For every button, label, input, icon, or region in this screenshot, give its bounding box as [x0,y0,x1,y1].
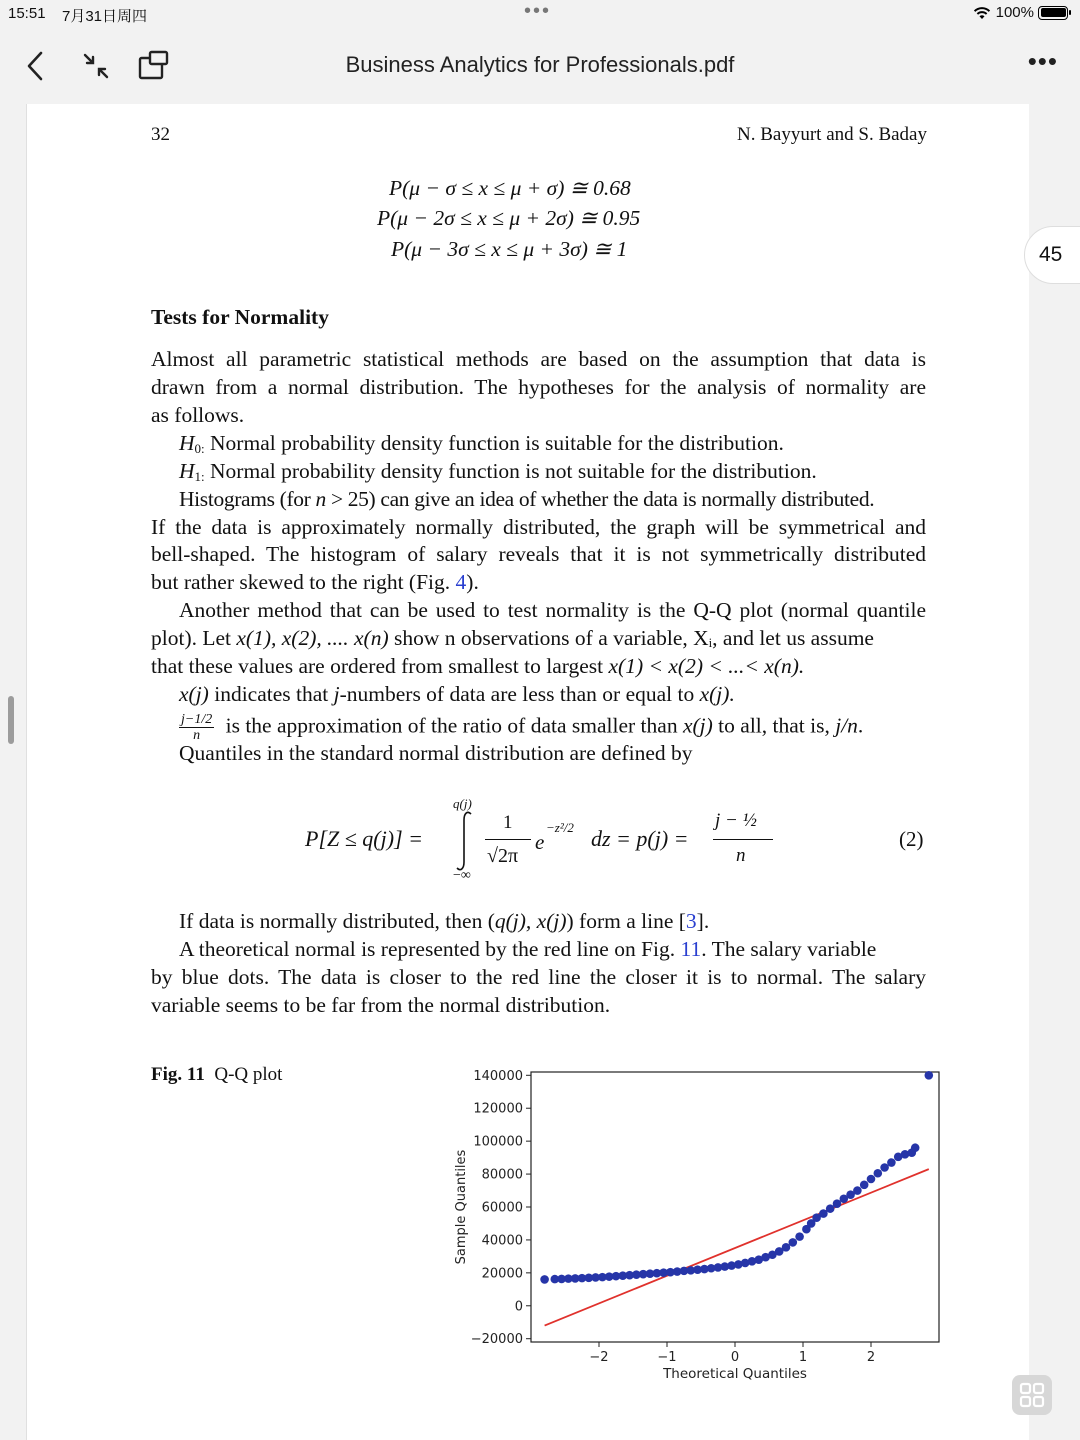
document-title: Business Analytics for Professionals.pdf [345,52,735,77]
text-span: Histograms (for [179,487,316,511]
data-point [911,1143,920,1152]
plot-frame [531,1072,939,1342]
equation-3: P(μ − 3σ ≤ x ≤ μ + 3σ) ≅ 1 [391,237,628,261]
integral-upper-limit: q(j) [453,796,472,811]
equation-2: P(μ − 2σ ≤ x ≤ μ + 2σ) ≅ 0.95 [377,206,641,230]
paragraph-line: Almost all parametric statistical methods are based on the assumption that data is [151,347,926,371]
text-span: -numbers of data are less than or equal to [339,682,700,706]
x-tick-label: 2 [866,1350,876,1365]
paragraph-line: as follows. [151,403,245,427]
x-tick-label: −2 [589,1350,609,1365]
h1-subscript: 1: [194,469,205,484]
paragraph-line [151,626,874,651]
paragraph-line [151,570,479,595]
grid-icon [1012,1375,1052,1415]
math-span: x(j) [682,713,713,738]
h0-subscript: 0: [194,441,205,456]
formula-rhs-denominator: n [736,845,746,866]
formula-middle: dz = p(j) = [591,826,689,851]
math-span: x(j). [699,682,735,706]
paragraph-line [179,937,876,962]
data-point [853,1186,862,1195]
integral-sign-icon [453,810,475,872]
integral-lower-limit: −∞ [453,868,471,883]
y-tick-label: −20000 [470,1332,523,1348]
x-axis-label: Theoretical Quantiles [663,1366,807,1380]
figure-caption-text: Q-Q plot [214,1064,283,1085]
paragraph-line: If the data is approximately normally distributed, the graph will be symmetrical and [151,515,926,539]
math-span: j/n [835,713,858,738]
y-tick-label: 0 [514,1299,523,1315]
paragraph-line: variable seems to be far from the normal distribution. [151,993,611,1017]
formula-fraction-numerator: 1 [503,812,513,833]
text-span: A theoretical normal is represented by the red line on Fig. [179,937,681,961]
formula-exp-base: e [535,830,545,854]
status-right [972,4,1068,21]
inline-fraction [179,712,214,743]
text-span: If data is normally distributed, then ( [179,909,495,933]
h0-symbol: H [179,431,195,455]
text-span: ]. [696,909,710,933]
math-span: x(1) < x(2) < ...< x(n). [608,654,805,678]
text-span: ) form a line [ [566,909,686,933]
y-tick-label: 20000 [481,1266,523,1282]
paragraph-line: bell-shaped. The histogram of salary reveals that it is not symmetrically distributed [151,542,926,566]
qq-plot-chart [421,1060,941,1380]
fraction-denominator: n [193,728,201,743]
math-j: j [333,682,340,706]
text-span: show n observations of a variable, Xᵢ, and let us assume [388,626,874,650]
citation-link[interactable]: 3 [685,909,697,933]
text-span: > 25) can give an idea of whether the data is normally distributed. [325,487,875,511]
math-span: x(1), x(2), .... x(n) [236,626,389,650]
paragraph-line: by blue dots. The data is closer to the red line the closer it is to normal. The salary [151,965,926,989]
data-point [795,1232,804,1241]
data-point [789,1238,798,1247]
text-span: . [857,713,864,738]
hypothesis-h0 [179,431,784,457]
fraction-bar [713,839,773,840]
text-span: ). [466,570,479,594]
text-span: that these values are ordered from smallest to largest [151,654,609,678]
grid-view-button[interactable] [1012,1375,1052,1415]
hypothesis-h1 [179,459,817,485]
status-bar [0,0,1080,28]
section-heading: Tests for Normality [151,305,329,329]
paragraph-line: Quantiles in the standard normal distribution are defined by [179,741,693,765]
x-tick-label: 1 [798,1350,808,1365]
x-tick-label: 0 [730,1350,740,1365]
y-tick-label: 120000 [473,1101,523,1117]
text-span: plot). Let [151,626,237,650]
formula-fraction-denominator: √2π [487,845,519,867]
y-tick-label: 80000 [481,1167,523,1183]
y-tick-label: 140000 [473,1068,523,1084]
figure-caption [151,1064,282,1086]
text-span: is the approximation of the ratio of data smaller than [220,713,683,738]
status-time: 15:51 [8,5,46,22]
y-axis-label: Sample Quantiles [454,1149,469,1265]
fraction-bar [485,839,531,840]
battery-icon [1038,6,1068,20]
y-tick-label: 60000 [481,1200,523,1216]
text-span: to all, that is, [712,713,836,738]
formula-lhs: P[Z ≤ q(j)] = [305,826,423,851]
wifi-icon [972,5,992,21]
x-tick-label: −1 [657,1350,677,1365]
math-span: x(j) [179,682,209,706]
paragraph-line: Another method that can be used to test normality is the Q-Q plot (normal quantile [179,598,926,622]
equation-number: (2) [899,827,924,851]
paragraph-line: drawn from a normal distribution. The hypotheses for the analysis of normality are [151,375,926,399]
data-point [887,1158,896,1167]
paragraph-line [179,712,863,743]
multitask-dots[interactable]: ••• [524,0,552,22]
y-tick-label: 40000 [481,1233,523,1249]
figure-label: Fig. 11 [151,1064,205,1085]
status-date: 7月31日周四 [62,8,148,25]
h1-text: Normal probability density function is not suitable for the distribution. [204,459,817,483]
data-point [874,1169,883,1178]
equation-1: P(μ − σ ≤ x ≤ μ + σ) ≅ 0.68 [389,176,631,200]
paragraph-line [179,909,709,934]
paragraph-line [151,654,804,679]
figure-link[interactable]: 4 [455,570,467,594]
h1-symbol: H [179,459,195,483]
text-span: but rather skewed to the right (Fig. [151,570,456,594]
formula-exp-power: −z²/2 [546,820,574,835]
navigation-bar [0,28,1080,104]
paragraph-line [179,487,874,512]
page-number: 32 [151,124,170,145]
data-point [925,1071,934,1080]
paragraph-line [179,682,735,707]
fraction-numerator: j−1/2 [181,712,213,727]
data-point [860,1180,869,1189]
running-header: N. Bayyurt and S. Baday [737,124,927,145]
battery-percent: 100% [995,4,1034,21]
h0-text: Normal probability density function is suitable for the distribution. [204,431,784,455]
formula-rhs-numerator: j − ½ [715,810,757,831]
page-indicator-badge[interactable]: 45 [1024,226,1080,284]
pdf-page [26,104,1029,1440]
scroll-handle[interactable] [8,696,14,744]
text-span: indicates that [208,682,334,706]
more-options-button[interactable]: ••• [1027,46,1058,76]
data-point [867,1175,876,1184]
text-span: . The salary variable [701,937,877,961]
y-tick-label: 100000 [473,1134,523,1150]
math-n: n [315,487,326,511]
math-span: q(j), x(j) [494,909,567,933]
figure-link[interactable]: 11 [680,937,702,961]
data-point [540,1275,549,1284]
